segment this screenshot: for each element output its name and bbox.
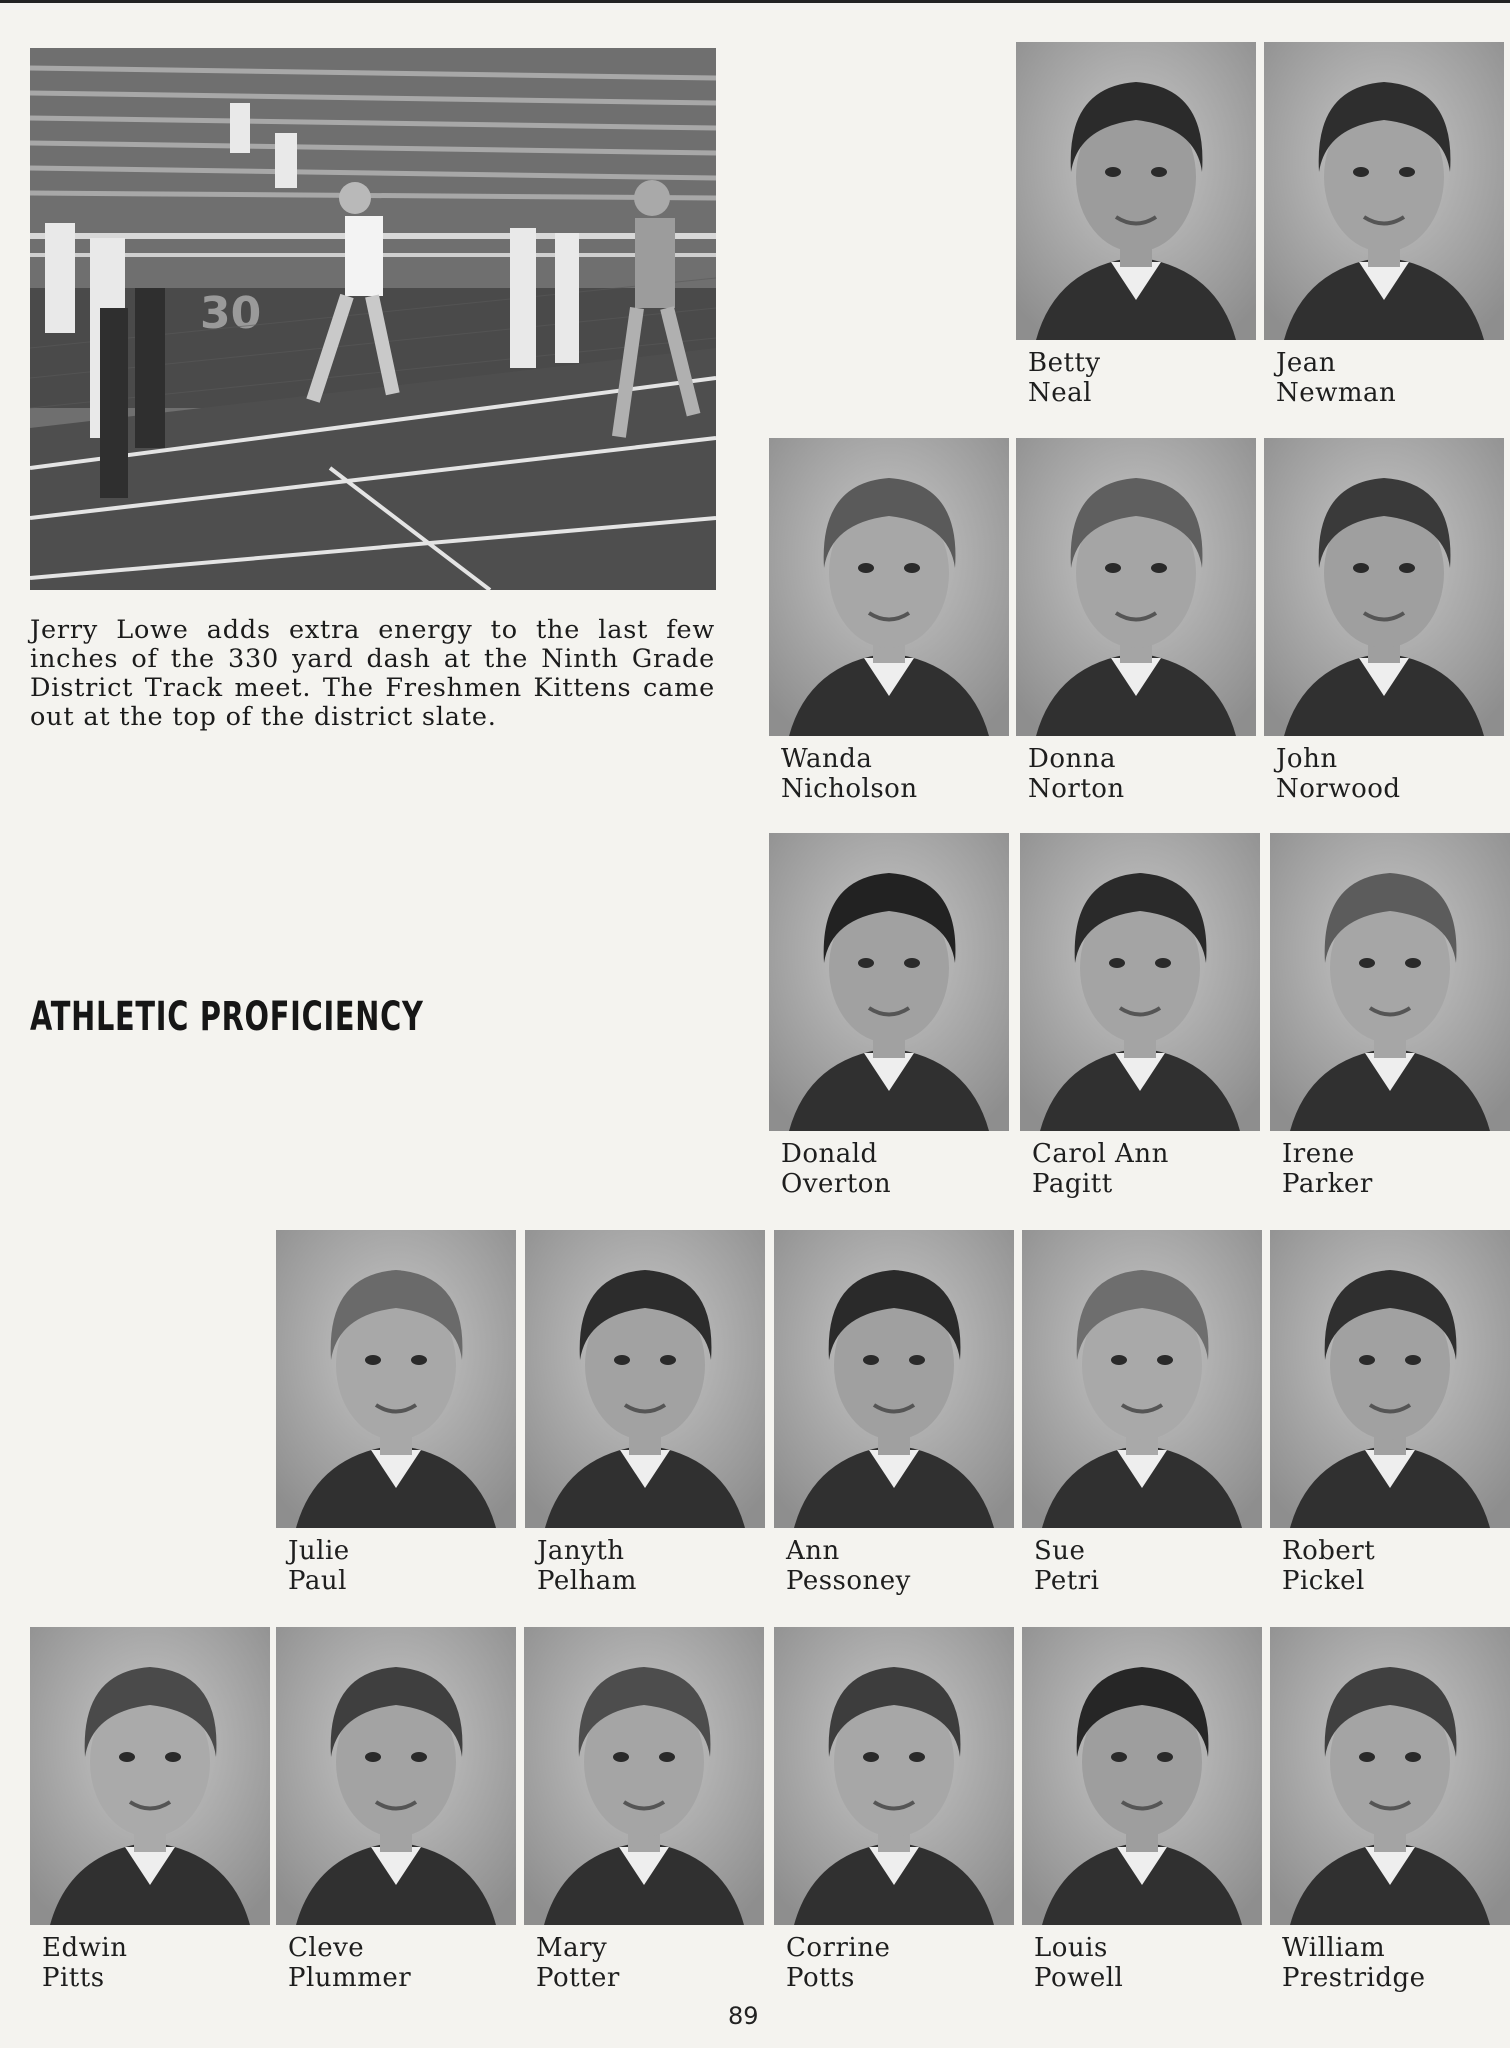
student-last-name: Pelham <box>537 1566 637 1596</box>
student-portrait <box>1022 1230 1262 1528</box>
student-last-name: Overton <box>781 1169 892 1199</box>
student-last-name: Paul <box>288 1566 347 1596</box>
student-last-name: Nicholson <box>781 774 918 804</box>
student-name <box>1282 1139 1510 1199</box>
student-name <box>1028 744 1268 804</box>
student-name <box>1032 1139 1272 1199</box>
student-first-name: Carol Ann <box>1032 1139 1169 1169</box>
student-name <box>1276 744 1510 804</box>
student-portrait <box>769 438 1009 736</box>
student-last-name: Potter <box>536 1963 620 1993</box>
student-name <box>1282 1933 1510 1993</box>
student-portrait <box>524 1627 764 1925</box>
student-name <box>537 1536 777 1596</box>
student-last-name: Prestridge <box>1282 1963 1426 1993</box>
student-name <box>1034 1536 1274 1596</box>
student-portrait <box>769 833 1009 1131</box>
student-portrait <box>1022 1627 1262 1925</box>
student-first-name: Irene <box>1282 1139 1355 1169</box>
student-first-name: Jean <box>1276 348 1337 378</box>
student-name <box>288 1536 528 1596</box>
student-first-name: Corrine <box>786 1933 891 1963</box>
student-portrait <box>1264 438 1504 736</box>
student-last-name: Pitts <box>42 1963 105 1993</box>
student-first-name: Donna <box>1028 744 1116 774</box>
student-name <box>786 1536 1026 1596</box>
student-first-name: Julie <box>288 1536 350 1566</box>
wall-number: 30 <box>200 288 262 339</box>
student-last-name: Norton <box>1028 774 1125 804</box>
student-first-name: Cleve <box>288 1933 365 1963</box>
student-name <box>781 1139 1021 1199</box>
section-heading: ATHLETIC PROFICIENCY <box>30 994 424 1040</box>
student-name <box>536 1933 776 1993</box>
student-first-name: Louis <box>1034 1933 1108 1963</box>
student-last-name: Parker <box>1282 1169 1373 1199</box>
student-name <box>1034 1933 1274 1993</box>
student-portrait <box>774 1627 1014 1925</box>
student-last-name: Norwood <box>1276 774 1401 804</box>
student-last-name: Potts <box>786 1963 855 1993</box>
student-last-name: Newman <box>1276 378 1397 408</box>
student-portrait <box>1016 42 1256 340</box>
student-portrait <box>1270 1627 1510 1925</box>
student-portrait <box>30 1627 270 1925</box>
student-name <box>288 1933 528 1993</box>
student-first-name: William <box>1282 1933 1386 1963</box>
student-name <box>781 744 1021 804</box>
student-portrait <box>774 1230 1014 1528</box>
photo-caption: Jerry Lowe adds extra energy to the last few inches of the 330 yard dash at the Ninth Grade District Track meet. The Freshmen Kittens came out at the top of the district slate. <box>30 615 715 732</box>
student-last-name: Neal <box>1028 378 1092 408</box>
page-top-rule <box>0 0 1510 3</box>
track-meet-photo <box>30 48 716 590</box>
student-portrait <box>1020 833 1260 1131</box>
student-first-name: Janyth <box>537 1536 625 1566</box>
student-last-name: Pagitt <box>1032 1169 1113 1199</box>
student-first-name: Mary <box>536 1933 608 1963</box>
student-first-name: Betty <box>1028 348 1101 378</box>
student-portrait <box>276 1230 516 1528</box>
student-portrait <box>1016 438 1256 736</box>
page-number: 89 <box>728 2002 759 2030</box>
student-name <box>1028 348 1268 408</box>
student-portrait <box>525 1230 765 1528</box>
student-last-name: Powell <box>1034 1963 1124 1993</box>
student-portrait <box>276 1627 516 1925</box>
student-last-name: Pickel <box>1282 1566 1365 1596</box>
student-last-name: Petri <box>1034 1566 1100 1596</box>
student-first-name: Ann <box>786 1536 840 1566</box>
student-first-name: Edwin <box>42 1933 128 1963</box>
student-first-name: Robert <box>1282 1536 1376 1566</box>
student-first-name: Donald <box>781 1139 878 1169</box>
student-name <box>1282 1536 1510 1596</box>
student-last-name: Pessoney <box>786 1566 911 1596</box>
student-last-name: Plummer <box>288 1963 412 1993</box>
student-portrait <box>1270 1230 1510 1528</box>
student-name <box>1276 348 1510 408</box>
student-portrait <box>1270 833 1510 1131</box>
student-name <box>786 1933 1026 1993</box>
student-first-name: Wanda <box>781 744 873 774</box>
student-first-name: John <box>1276 744 1338 774</box>
student-first-name: Sue <box>1034 1536 1086 1566</box>
student-portrait <box>1264 42 1504 340</box>
student-name <box>42 1933 282 1993</box>
